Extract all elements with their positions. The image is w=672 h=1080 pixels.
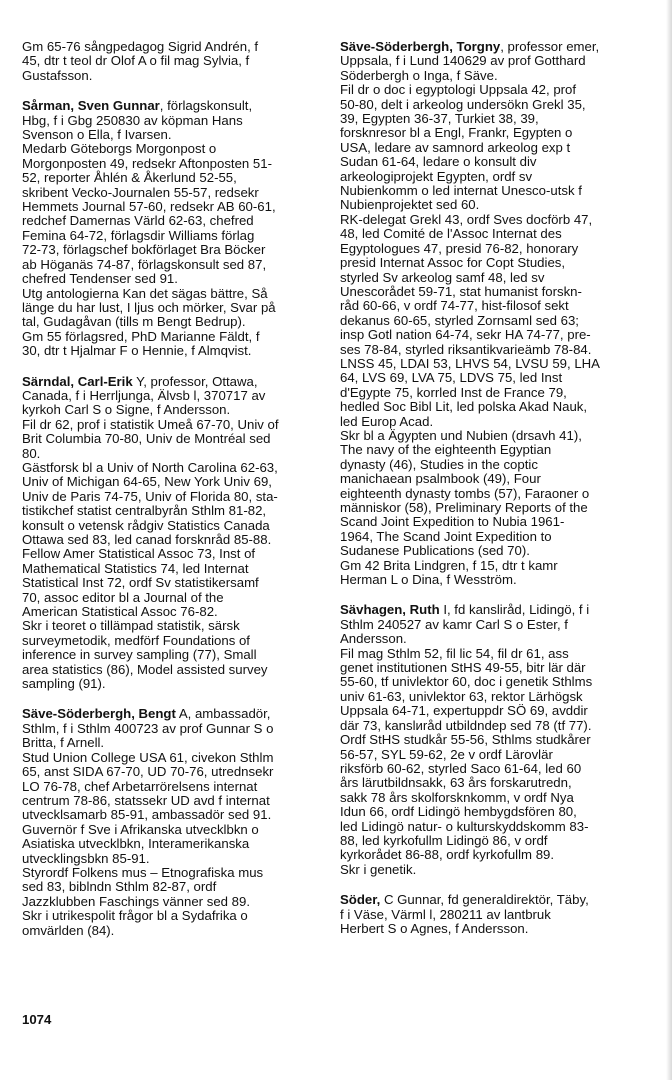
entry-text-line: led Europ Acad.	[340, 413, 434, 429]
entry-heading-rest: , förlagskonsult,	[159, 98, 253, 114]
entry-text-line: Idun 66, ordf Lidingö hembygdsfören 80,	[340, 804, 577, 820]
entry-text-line: Skr i teoret o tillämpad statistik, särsk	[22, 618, 240, 634]
entry-text-line: Svenson o Ella, f Ivarsen.	[22, 127, 172, 143]
entry-text-line: Morgonposten 49, redsekr Aftonposten 51-	[22, 155, 272, 171]
entry-name: Säve-Söderbergh, Torgny	[340, 39, 501, 54]
entry-text-line: 70, assoc editor bl a Journal of the	[22, 589, 224, 605]
entry-heading-line	[340, 603, 660, 617]
biography-entry	[340, 893, 660, 936]
entry-text-line: års lärutbildnsakk, 63 års forskarutredn,	[340, 775, 572, 791]
entry-text-line: 50-80, delt i arkeolog undersökn Grekl 35,	[340, 96, 586, 112]
entry-text-line: utvecklsamarb 85-91, ambassadör sed 91.	[22, 807, 272, 823]
entry-text-line: Univ de Paris 74-75, Univ of Florida 80, sta-	[22, 488, 278, 504]
entry-text-line: LNSS 45, LDAI 53, LHVS 54, LVSU 59, LHA	[340, 355, 600, 371]
entry-name: Sävhagen, Ruth	[340, 602, 440, 618]
entry-text-line: 65, anst SIDA 67-70, UD 70-76, utrednsekr	[22, 764, 274, 780]
entry-text-line: d'Egypte 75, korrled Inst de France 79,	[340, 384, 567, 400]
entry-text-line: dynasty (46), Studies in the coptic	[340, 456, 538, 472]
entry-text-line: 52, reporter Åhlén & Åkerlund 52-55,	[22, 170, 237, 186]
entry-text-line: Uppsala, f i Lund 140629 av prof Gotthard	[340, 53, 586, 69]
entry-text-line: American Statistical Assoc 76-82.	[22, 604, 218, 620]
scan-edge	[666, 0, 672, 1080]
entry-name: Säve-Söderbergh, Bengt	[22, 706, 176, 722]
biography-entry	[340, 40, 660, 587]
entry-text-line: sed 83, biblndn Sthlm 82-87, ordf	[22, 879, 217, 895]
entry-text-line: Uppsala 64-71, expertuppdr SÖ 69, avddir	[340, 703, 588, 719]
entry-text-line: 88, led kyrkofullm Lidingö 86, v ordf	[340, 832, 548, 848]
entry-text-line: där 73, kanslиråd utbildndep sed 78 (tf 77).	[340, 717, 592, 733]
entry-text-line: utvecklingsbkn 85-91.	[22, 850, 150, 866]
entry-text-line: Herman L o Dina, f Wesström.	[340, 572, 517, 588]
entry-text-line: skribent Vecko-Journalen 55-57, redsekr	[22, 184, 259, 200]
entry-text-line: Sthlm 240527 av kamr Carl S o Ester, f	[340, 616, 568, 632]
entry-text-line: Nubienkomm o led internat Unesco-utsk f	[340, 183, 582, 199]
entry-text-line: 56-57, SYL 59-62, 2e v ordf Lärovlär	[340, 746, 553, 762]
entry-heading-rest: I, fd kansliråd, Lidingö, f i	[439, 602, 590, 618]
entry-text-line: Sudanese Publications (sed 70).	[340, 543, 530, 559]
entry-text-line: Statistical Inst 72, ordf Sv statistikersamf	[22, 575, 259, 591]
entry-text-line: univ 61-63, univlektor 63, rektor Lärhögsk	[340, 688, 583, 704]
entry-text-line: arkeologiprojekt Egypten, ordf sv	[340, 168, 533, 184]
entry-text-line: Medarb Göteborgs Morgonpost o	[22, 141, 217, 157]
entry-text-line: styrled Sv arkeolog samf 48, led sv	[340, 269, 545, 285]
entry-text-line: Gm 55 förlagsred, PhD Marianne Fäldt, f	[22, 328, 260, 344]
entry-text-line: Gm 65-76 sångpedagog Sigrid Andrén, f	[22, 39, 259, 54]
entry-text-line: Gm 42 Brita Lindgren, f 15, dtr t kamr	[340, 557, 558, 573]
biography-entry	[22, 375, 322, 692]
entry-text-line: Söderbergh o Inga, f Säve.	[340, 67, 498, 83]
entry-text-line: Brit Columbia 70-80, Univ de Montréal sed	[22, 431, 271, 447]
entry-text-line: Mathematical Statistics 74, led Internat	[22, 560, 249, 576]
entry-text-line: Britta, f Arnell.	[22, 735, 105, 751]
biography-entry	[22, 99, 322, 358]
entry-name: Söder,	[340, 892, 381, 908]
entry-text-line: konsult o vetensk rådgiv Statistics Canada	[22, 517, 270, 533]
entry-text-line: 45, dtr t teol dr Olof A o fil mag Sylvia, f	[22, 53, 250, 69]
entry-text-line: råd 60-66, v ordf 74-77, hist-filosof sekt	[340, 298, 569, 314]
entry-text-line: sakk 78 års skolforsknkomm, v ordf Nya	[340, 789, 574, 805]
entry-text-line: Utg antologierna Kan det sägas bättre, Så	[22, 285, 268, 301]
entry-text-line: hedled Soc Bibl Lit, led polska Akad Nauk,	[340, 399, 588, 415]
entry-text-line: presid Internat Assoc for Copt Studies,	[340, 255, 566, 271]
entry-text-line: 64, LVS 69, LVA 75, LDVS 75, led Inst	[340, 370, 563, 386]
entry-text-line: omvärlden (84).	[22, 922, 115, 938]
entry-text-line: redchef Damernas Värld 62-63, chefred	[22, 213, 254, 229]
entry-text-line: Fil mag Sthlm 52, fil lic 54, fil dr 61, ass	[340, 645, 569, 661]
entry-text-line: surveymetodik, medförf Foundations of	[22, 632, 250, 648]
biography-entry	[22, 707, 322, 938]
entry-text-line: insp Gotl nation 64-74, sekr HA 74-77, pre-	[340, 327, 591, 343]
entry-heading-line	[22, 707, 322, 721]
entry-text-line: chefred Tendenser sed 91.	[22, 271, 178, 287]
entry-text-line: Nubienprojektet sed 60.	[340, 197, 480, 213]
right-column	[340, 40, 660, 952]
entry-heading-line	[22, 99, 322, 113]
entry-text-line: forsknresor bl a Engl, Frankr, Egypten o	[340, 125, 573, 141]
entry-text-line: RK-delegat Grekl 43, ordf Sves docförb 47,	[340, 211, 593, 227]
entry-heading-rest: C Gunnar, fd generaldirektör, Täby,	[380, 892, 589, 908]
entry-text-line: Hemmets Journal 57-60, redsekr AB 60-61,	[22, 199, 276, 215]
entry-text-line: eighteenth dynasty tombs (57), Faraoner o	[340, 485, 590, 501]
entry-text-line: länge du har lust, I ljus och mörker, Svar på	[22, 299, 276, 315]
entry-text-line: manichaean psalmbook (49), Four	[340, 471, 541, 487]
entry-text-line: Skr i utrikespolit frågor bl a Sydafrika o	[22, 908, 248, 924]
left-column	[22, 40, 322, 954]
entry-name: Sårman, Sven Gunnar	[22, 98, 160, 114]
entry-text-line: Herbert S o Agnes, f Andersson.	[340, 920, 529, 936]
entry-text-line: Canada, f i Herrljunga, Älvsb l, 370717 av	[22, 387, 266, 403]
entry-text-line: sampling (91).	[22, 676, 106, 692]
entry-text-line: 72-73, förlagschef bokförlaget Bra Böcker	[22, 242, 266, 258]
entry-text-line: 30, dtr t Hjalmar F o Hennie, f Almqvist.	[22, 343, 252, 359]
biography-entry	[340, 603, 660, 877]
entry-text-line: Unescorådet 59-71, stat humanist forskn-	[340, 283, 582, 299]
entry-heading-line	[340, 40, 660, 54]
entry-heading-line	[340, 893, 660, 907]
entry-text-line: inference in survey sampling (77), Small	[22, 647, 257, 663]
entry-text-line: Ordf StHS studkår 55-56, Sthlms studkårer	[340, 732, 591, 748]
entry-text-line: Femina 64-72, förlagsdir Williams förlag	[22, 227, 255, 243]
entry-text-line: Asiatiska utvecklbkn, Interamerikanska	[22, 836, 250, 852]
entry-text-line: Sthlm, f i Sthlm 400723 av prof Gunnar S o	[22, 720, 274, 736]
entry-text-line: Guvernör f Sve i Afrikanska utvecklbkn o	[22, 821, 259, 837]
entry-text-line: Stud Union College USA 61, civekon Sthlm	[22, 749, 274, 765]
entry-text-line: Jazzklubben Faschings vänner sed 89.	[22, 893, 250, 909]
entry-text-line: Univ of Michigan 64-65, New York Univ 69,	[22, 474, 272, 490]
entry-text-line: centrum 78-86, statssekr UD avd f internat	[22, 792, 270, 808]
entry-text-line: människor (58), Preliminary Reports of the	[340, 500, 588, 515]
entry-text-line: Skr bl a Ägypten und Nubien (drsavh 41),	[340, 427, 582, 443]
entry-text-line: Ottawa sed 83, led canad forsknråd 85-88.	[22, 532, 272, 547]
entry-text-line: Sudan 61-64, ledare o konsult div	[340, 154, 537, 170]
entry-text-line: The navy of the eighteenth Egyptian	[340, 442, 552, 458]
entry-text-line: Fil dr 62, prof i statistik Umeå 67-70, Univ of	[22, 416, 279, 432]
entry-text-line: f i Väse, Värml l, 280211 av lantbruk	[340, 906, 551, 922]
entry-text-line: Egyptologues 47, presid 76-82, honorary	[340, 240, 579, 256]
entry-text-line: area statistics (86), Model assisted survey	[22, 661, 268, 677]
entry-text-line: Fil dr o doc i egyptologi Uppsala 42, prof	[340, 82, 577, 98]
entry-name: Särndal, Carl-Erik	[22, 373, 133, 389]
entry-text-line: kyrkorådet 86-88, ordf kyrkofullm 89.	[340, 847, 555, 863]
entry-text-line: 39, Egypten 36-37, Turkiet 38, 39,	[340, 111, 539, 127]
entry-text-line: led Lidingö natur- o kulturskyddskomm 83-	[340, 818, 589, 834]
entry-text-line: 55-60, tf univlektor 60, doc i genetik Sthlms	[340, 674, 593, 690]
entry-text-line: ab Höganäs 74-87, förlagskonsult sed 87,	[22, 256, 267, 272]
entry-heading-rest: A, ambassadör,	[175, 706, 271, 722]
entry-text-line: 80.	[22, 445, 41, 461]
entry-text-line: kyrkoh Carl S o Signe, f Andersson.	[22, 402, 231, 418]
entry-text-line: ses 78-84, styrled riksantikvarieämb 78-84.	[340, 341, 592, 357]
entry-text-line: LO 76-78, chef Arbetarrörelsens internat	[22, 778, 258, 794]
biography-entry	[22, 40, 322, 83]
entry-text-line: genet institutionen StHS 49-55, bitr lär där	[340, 660, 586, 676]
entry-text-line: Gästforsk bl a Univ of North Carolina 62-63,	[22, 459, 278, 475]
entry-heading-rest: Y, professor, Ottawa,	[132, 373, 258, 389]
entry-text-line: riksförb 60-62, styrled Saco 61-64, led 60	[340, 760, 582, 776]
entry-text-line: Hbg, f i Gbg 250830 av köpman Hans	[22, 112, 243, 128]
entry-text-line: tal, Gudagåvan (tills m Bengt Bedrup).	[22, 314, 246, 330]
entry-heading-line	[22, 375, 322, 389]
entry-text-line: 1964, The Scand Joint Expedition to	[340, 528, 552, 544]
entry-heading-rest: , professor emer,	[500, 39, 600, 54]
entry-text-line: 48, led Comité de l'Assoc Internat des	[340, 226, 562, 242]
entry-text-line: dekanus 60-65, styrled Zornsaml sed 63;	[340, 312, 579, 328]
entry-text-line: Styrordf Folkens mus – Etnografiska mus	[22, 864, 264, 880]
entry-text-line: Andersson.	[340, 631, 407, 647]
entry-text-line: USA, ledare av samnord arkeolog exp t	[340, 139, 571, 155]
entry-text-line: Skr i genetik.	[340, 861, 417, 877]
page-number: 1074	[22, 1012, 52, 1027]
entry-text-line: Scand Joint Expedition to Nubia 1961-	[340, 514, 565, 530]
entry-text-line: Fellow Amer Statistical Assoc 73, Inst of	[22, 546, 256, 562]
entry-text-line: tistikchef statist centralbyrån Sthlm 81-82,	[22, 503, 267, 519]
entry-text-line: Gustafsson.	[22, 67, 93, 83]
